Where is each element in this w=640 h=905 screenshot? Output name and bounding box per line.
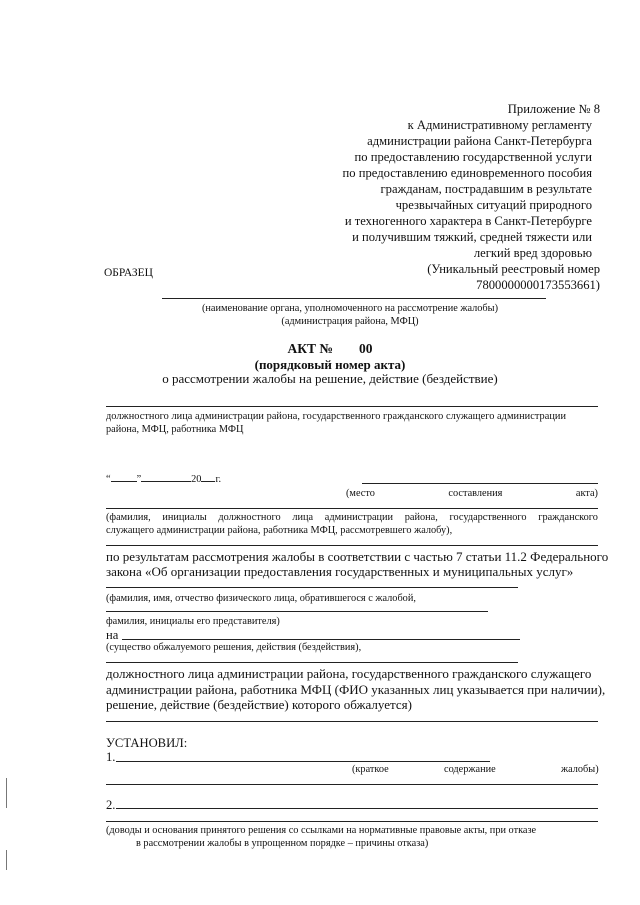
applicant-line-2	[106, 611, 488, 612]
essence-caption: (существо обжалуемого решения, действия (бездействия),	[106, 642, 362, 653]
applicant-caption-line1: (фамилия, имя, отчество физического лица, обратившегося с жалобой,	[106, 593, 416, 604]
reviewer-caption-line1	[106, 511, 598, 524]
organ-line	[162, 298, 546, 299]
reviewer-word: лица	[292, 512, 314, 523]
appendix-line: Приложение № 8	[507, 102, 600, 116]
reviewer-word: района,	[404, 512, 438, 523]
appendix-line: и получившим тяжкий, средней тяжести или	[352, 230, 592, 244]
place-line	[362, 483, 598, 484]
act-subtitle: (порядковый номер акта)	[254, 357, 406, 372]
appendix-line: к Административному регламенту	[407, 118, 592, 132]
official-caption	[106, 410, 598, 436]
organ-caption: (наименование органа, уполномоченного на рассмотрение жалобы)	[201, 303, 499, 314]
appendix-line: 7800000000173553661)	[476, 278, 600, 292]
place-caption-word: составления	[448, 488, 503, 499]
scan-mark	[6, 778, 7, 808]
result-line2: закона «Об организации предоставления государственных и муниципальных услуг»	[106, 564, 574, 579]
appendix-line: по предоставлению единовременного пособия	[342, 166, 592, 180]
date-year-blank[interactable]	[201, 481, 215, 482]
brief-caption-word: (краткое	[352, 764, 389, 775]
act-number: 00	[358, 341, 373, 356]
reasons-caption-line2: в рассмотрении жалобы в упрощенном порядке – причины отказа)	[136, 838, 429, 849]
applicant-caption-line2: фамилия, инициалы его представителя)	[106, 616, 280, 627]
reviewer-word: (фамилия,	[106, 512, 151, 523]
date-month-blank[interactable]	[141, 481, 191, 482]
appendix-line: легкий вред здоровью	[473, 246, 592, 260]
appendix-line: (Уникальный реестровый номер	[427, 262, 600, 276]
brief-caption-word: содержание	[444, 764, 496, 775]
date-day-blank[interactable]	[111, 481, 137, 482]
act-description: о рассмотрении жалобы на решение, действие (бездействие)	[162, 371, 498, 386]
official-text-line1: должностного лица администрации района, государственного гражданского служащего	[106, 666, 592, 681]
reviewer-word: должностного	[218, 512, 281, 523]
official-caption-text: должностного лица администрации района, государственного гражданского служащего администрации	[106, 411, 566, 422]
reasons-caption-line1: (доводы и основания принятого решения со ссылками на нормативные правовые акты, при отказе	[106, 825, 537, 836]
applicant-line	[106, 587, 518, 588]
appendix-line: гражданам, пострадавшим в результате	[380, 182, 592, 196]
reviewer-word: гражданского	[538, 512, 598, 523]
act-title	[200, 340, 460, 357]
brief-line-1	[106, 784, 598, 785]
essence-line	[122, 639, 520, 640]
official-line	[106, 406, 598, 407]
date-block	[106, 473, 221, 486]
on-label: на	[106, 628, 119, 642]
appendix-block	[200, 101, 600, 293]
reviewer-word: инициалы	[162, 512, 207, 523]
reviewer-caption-line2: служащего администрации района, работника МФЦ, рассмотревшего жалобу),	[106, 525, 453, 536]
place-caption-word: (место	[346, 488, 375, 499]
separator-line	[106, 721, 598, 722]
reviewer-word: администрации	[324, 512, 394, 523]
established-label: УСТАНОВИЛ:	[106, 736, 188, 750]
item-2-line	[116, 808, 598, 809]
item-1-label: 1.	[106, 750, 116, 764]
appendix-line: администрации района Санкт-Петербурга	[367, 134, 592, 148]
date-open-quote: “	[106, 474, 111, 485]
sample-label: ОБРАЗЕЦ	[104, 267, 153, 279]
appendix-line: чрезвычайных ситуаций природного	[395, 198, 592, 212]
brief-caption-word: жалобы)	[561, 764, 599, 775]
date-close-quote: ”	[136, 474, 142, 485]
reviewer-word: государственного	[449, 512, 527, 523]
date-year-prefix: 20	[191, 474, 202, 485]
reviewer-line	[106, 508, 598, 509]
result-line1: по результатам рассмотрения жалобы в соответствии с частью 7 статьи 11.2 Федерального	[106, 549, 609, 564]
official-text-line3: решение, действие (бездействие) которого обжалуется)	[106, 697, 412, 712]
appendix-line: и техногенного характера в Санкт-Петербурге	[344, 214, 592, 228]
organ-caption-sub: (администрация района, МФЦ)	[281, 316, 419, 327]
appendix-line: по предоставлению государственной услуги	[354, 150, 592, 164]
reasons-line	[106, 821, 598, 822]
item-2-label: 2.	[106, 798, 116, 812]
act-title-prefix: АКТ №	[287, 341, 333, 356]
date-year-suffix: г.	[215, 474, 222, 485]
official-text-line2: администрации района, работника МФЦ (ФИО указанных лиц указывается при наличии),	[106, 682, 606, 697]
place-caption	[346, 487, 598, 500]
place-caption-word: акта)	[575, 488, 598, 499]
result-top-line	[106, 545, 598, 546]
official-caption-line2: района, МФЦ, работника МФЦ	[106, 424, 244, 435]
essence-line-2	[106, 662, 518, 663]
item-1-line	[116, 761, 490, 762]
official-caption-line1	[106, 410, 598, 423]
scan-mark	[6, 850, 7, 870]
